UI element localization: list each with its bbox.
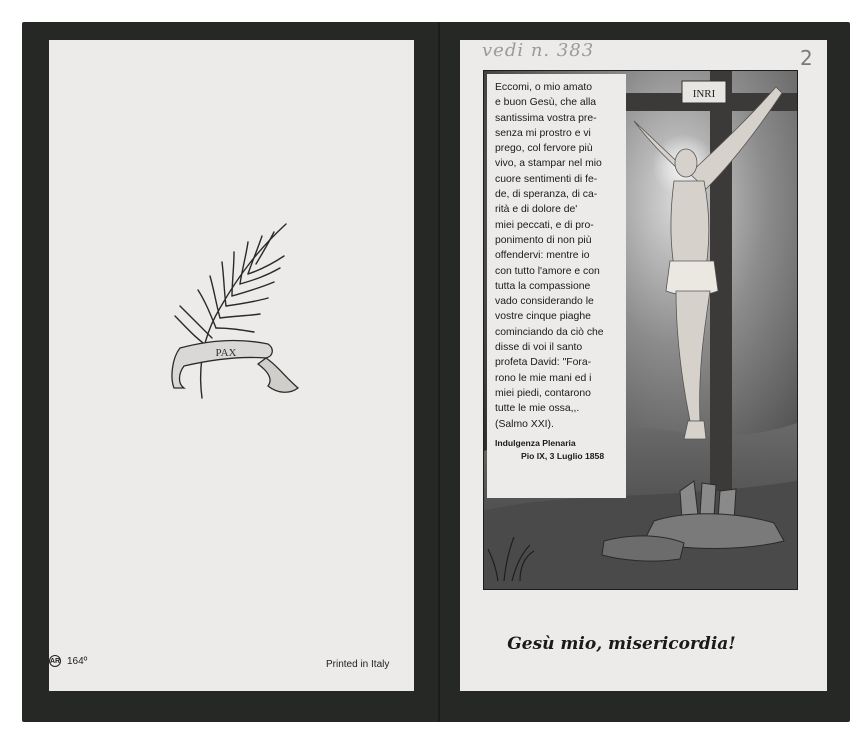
prayer-line: Eccomi, o mio amato <box>495 82 593 93</box>
prayer-line: tutte le mie ossa,,. <box>495 403 580 415</box>
publisher-mark <box>49 655 87 667</box>
prayer-line: vado considerando le <box>495 296 594 308</box>
prayer-line: con tutto l'amore e con <box>495 265 600 277</box>
handwritten-note: vedi n. 383 <box>482 40 595 61</box>
card-fold <box>438 22 440 722</box>
palm-branch-icon <box>150 198 310 408</box>
printed-in-note: Printed in Italy <box>326 659 390 670</box>
prayer-line: vostre cinque piaghe <box>495 311 591 323</box>
prayer-line: e buon Gesù, che alla <box>495 97 597 109</box>
prayer-line: senza mi prostro e vi <box>495 127 591 139</box>
prayer-line: vivo, a stampar nel mio <box>495 158 602 170</box>
prayer-line: rità e di dolore de' <box>495 204 578 216</box>
prayer-line: disse di voi il santo <box>495 342 583 354</box>
prayer-line: miei peccati, e di pro- <box>495 219 594 231</box>
handwritten-number: 2 <box>800 46 813 70</box>
indulgence-date: Pio IX, 3 Luglio 1858 <box>521 450 605 461</box>
inri-label: INRI <box>692 88 716 100</box>
prayer-text <box>495 80 620 432</box>
prayer-line: rono le mie mani ed i <box>495 372 592 384</box>
prayer-line: tutta la compassione <box>495 280 591 292</box>
prayer-line: cuore sentimenti di fe- <box>495 173 598 185</box>
publisher-logo-icon: AR <box>49 655 61 667</box>
prayer-line: santissima vostra pre- <box>495 112 597 124</box>
ribbon-text: PAX <box>215 347 237 359</box>
prayer-line: profeta David: "Fora- <box>495 357 592 369</box>
catalog-number: 164º <box>67 655 88 667</box>
indulgence-note <box>495 437 620 463</box>
indulgence-title: Indulgenza Plenaria <box>495 437 576 448</box>
prayer-line: de, di speranza, di ca- <box>495 189 598 201</box>
motto: Gesù mio, misericordia! <box>507 634 736 654</box>
prayer-line: ponimento di non più <box>495 234 592 246</box>
prayer-box <box>487 74 626 498</box>
prayer-line: cominciando da ciò che <box>495 326 604 338</box>
prayer-line: offendervi: mentre io <box>495 250 590 262</box>
prayer-line: (Salmo XXI). <box>495 418 554 430</box>
prayer-line: prego, col fervore più <box>495 143 593 155</box>
prayer-line: miei piedi, contarono <box>495 387 591 399</box>
